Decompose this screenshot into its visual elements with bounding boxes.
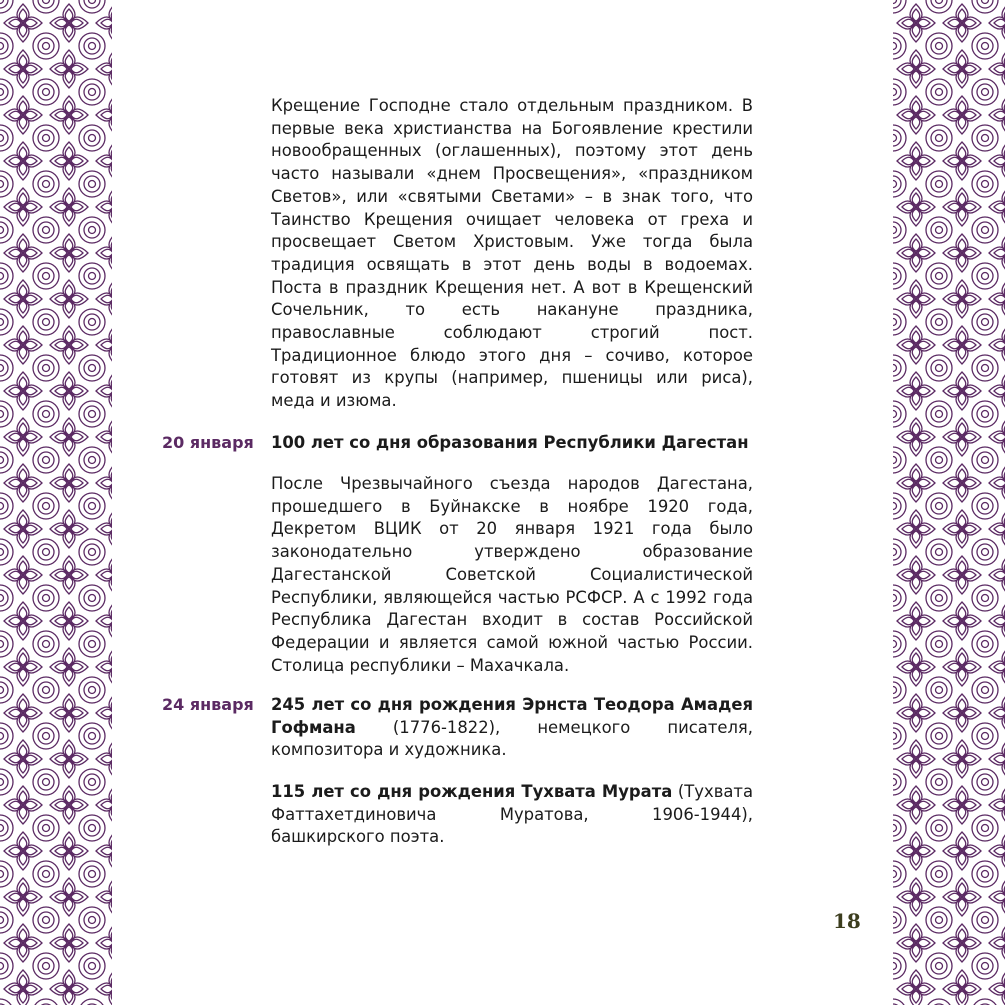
entry-date-24-jan: 24 января (162, 695, 254, 714)
intro-paragraph: Крещение Господне стало отдельным праздником. В первые века христианства на Богоявление крестили новообращенных (оглашенных), поэтому этот день часто называли «днем Просвещения», «праздником Светов», или «святыми Светами» – в знак того, что Таинство Крещения очищает человека от греха и просвещает Светом Христовым. Уже тогда была традиция освящать в этот день воды в водоемах. Поста в праздник Крещения нет. А вот в Крещенский Сочельник, то есть накануне праздника, православные соблюдают строгий пост. Традиционное блюдо этого дня – сочиво, которое готовят из крупы (например, пшеницы или риса), меда и изюма. (271, 96, 753, 411)
left-ornament-pattern (0, 0, 112, 1005)
left-ornament-border (0, 0, 112, 1005)
murat-headline: 115 лет со дня рождения Тухвата Мурата (271, 782, 673, 801)
entry-item-hoffmann (271, 694, 753, 762)
page-number: 18 (833, 909, 861, 933)
entry-item-murat (271, 781, 753, 849)
right-ornament-border (893, 0, 1005, 1005)
entry-body-dagestan: После Чрезвычайного съезда народов Дагестана, прошедшего в Буйнакске в ноябре 1920 года, Декретом ВЦИК от 20 января 1921 года было законодательно утверждено образование Дагестанской Советской Социалистической Республики, являющейся частью РСФСР. А с 1992 года Республика Дагестан входит в состав Российской Федерации и является самой южной частью России. Столица республики – Махачкала. (271, 474, 753, 675)
hoffmann-headline: 245 лет со дня рождения Эрнста Теодора Амадея Гофмана (271, 695, 753, 737)
murat-detail: (Тухвата Фаттахетдиновича Муратова, 1906-1944), башкирского поэта. (271, 782, 753, 847)
entry-headline-dagestan: 100 лет со дня образования Республики Дагестан (271, 433, 749, 452)
hoffmann-detail: (1776-1822), немецкого писателя, композитора и художника. (271, 717, 753, 760)
right-ornament-pattern (893, 0, 1005, 1005)
entry-date-20-jan: 20 января (162, 433, 254, 452)
